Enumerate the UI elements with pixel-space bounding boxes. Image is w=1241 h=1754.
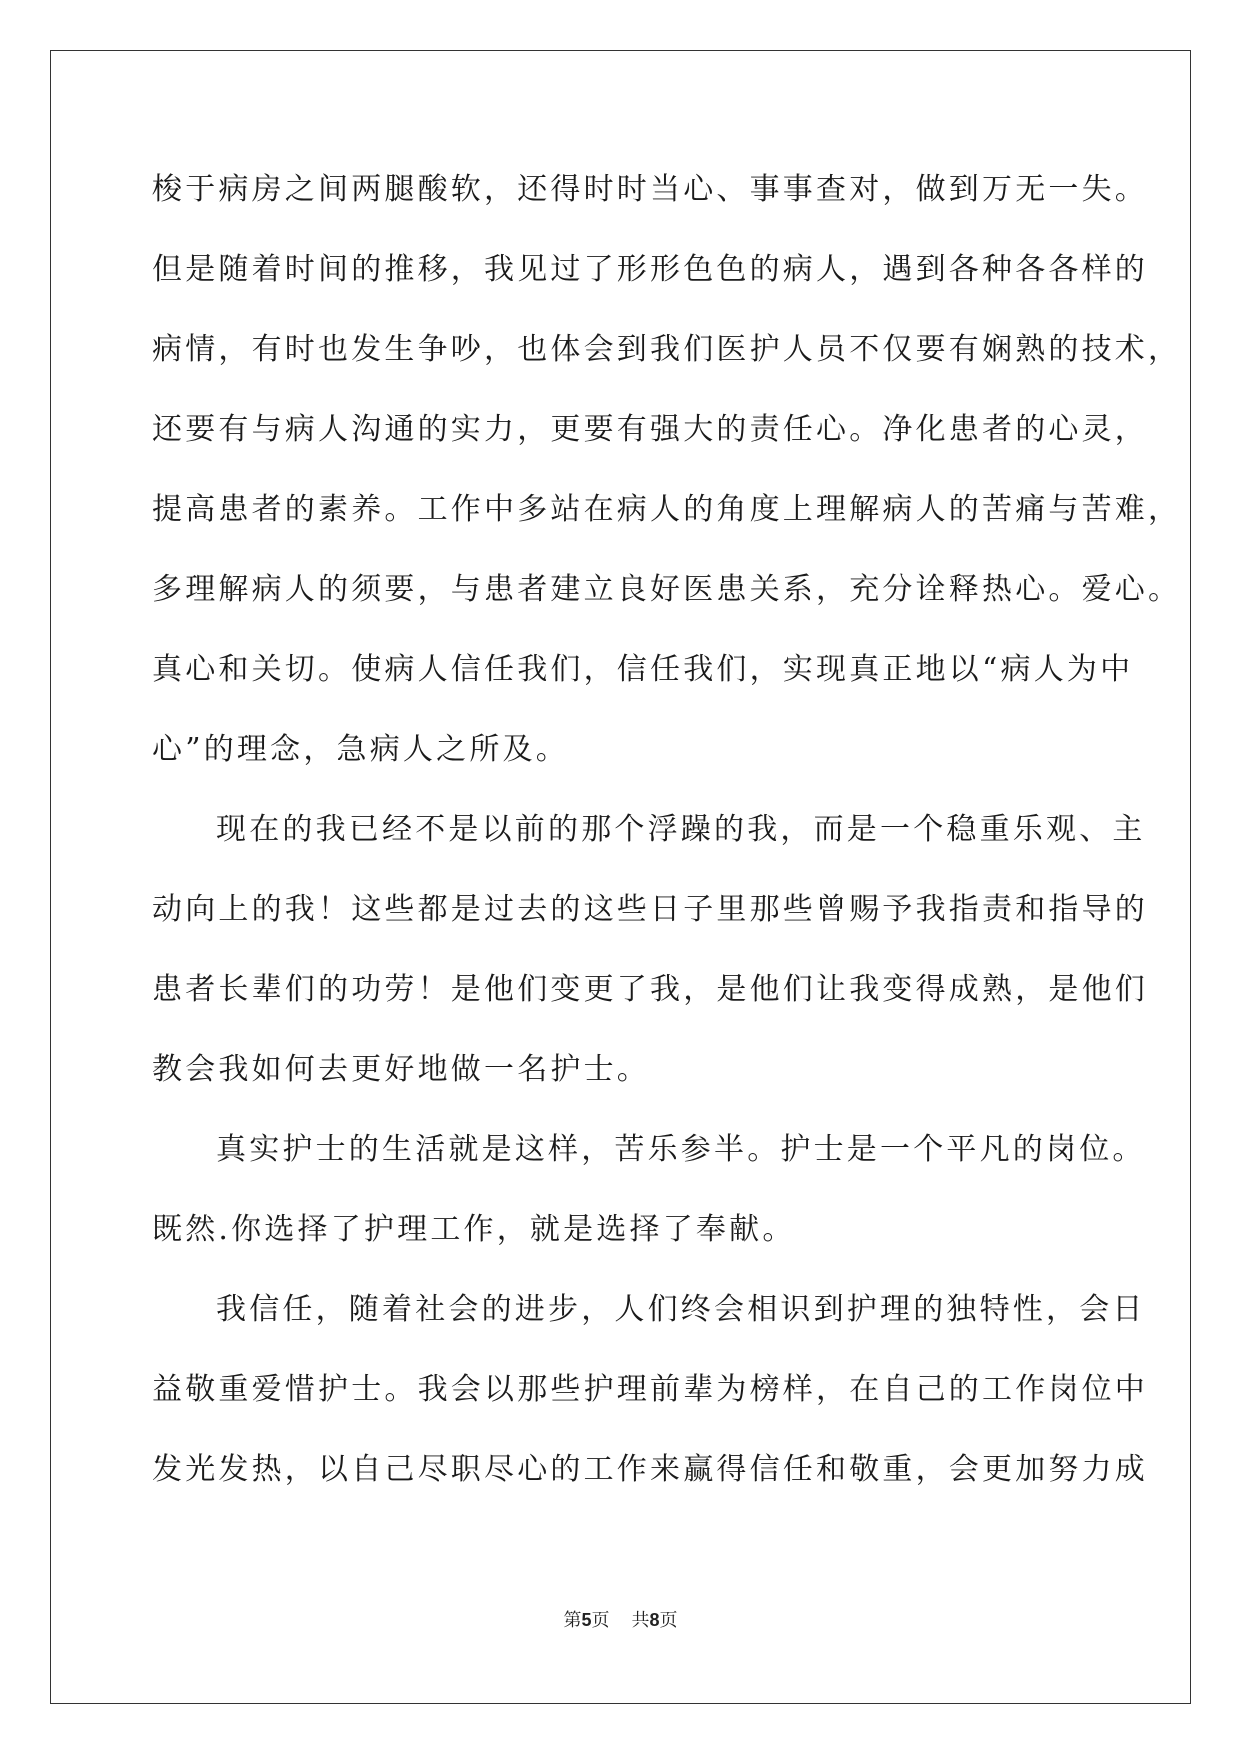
paragraph-first-line: 真实护士的生活就是这样，苦乐参半。护士是一个平凡的岗位。 [216,1132,1146,1167]
text-line: 益敬重爱惜护士。我会以那些护理前辈为榜样，在自己的工作岗位中 [152,1372,1148,1407]
text-line: 教会我如何去更好地做一名护士。 [152,1052,650,1087]
total-prefix: 共 [631,1610,650,1631]
document-body [152,150,1182,1510]
text-line: 多理解病人的须要，与患者建立良好医患关系，充分诠释热心。爱心。 [152,572,1182,607]
text-line: 心”的理念，急病人之所及。 [152,732,569,767]
total-pages: 8 [649,1610,660,1630]
text-line: 动向上的我！这些都是过去的这些日子里那些曾赐予我指责和指导的 [152,892,1148,927]
text-line: 既然.你选择了护理工作，就是选择了奉献。 [152,1212,796,1247]
text-line: 真心和关切。使病人信任我们，信任我们，实现真正地以“病人为中 [152,652,1134,687]
page-number: 5 [581,1610,592,1630]
paragraph-first-line: 我信任，随着社会的进步，人们终会相识到护理的独特性，会日 [216,1292,1146,1327]
text-line: 梭于病房之间两腿酸软，还得时时当心、事事查对，做到万无一失。 [152,172,1148,207]
page-footer [0,1606,1241,1632]
page-prefix: 第 [563,1610,582,1631]
page-suffix: 页 [591,1610,610,1631]
text-line: 还要有与病人沟通的实力，更要有强大的责任心。净化患者的心灵， [152,412,1148,447]
text-line: 但是随着时间的推移，我见过了形形色色的病人，遇到各种各各样的 [152,252,1148,287]
text-line: 患者长辈们的功劳！是他们变更了我，是他们让我变得成熟，是他们 [152,972,1148,1007]
text-line: 提高患者的素养。工作中多站在病人的角度上理解病人的苦痛与苦难， [152,492,1182,527]
text-line: 发光发热，以自己尽职尽心的工作来赢得信任和敬重，会更加努力成 [152,1452,1148,1487]
total-suffix: 页 [659,1610,678,1631]
text-line: 病情，有时也发生争吵，也体会到我们医护人员不仅要有娴熟的技术， [152,332,1182,367]
paragraph-first-line: 现在的我已经不是以前的那个浮躁的我，而是一个稳重乐观、主 [216,812,1146,847]
